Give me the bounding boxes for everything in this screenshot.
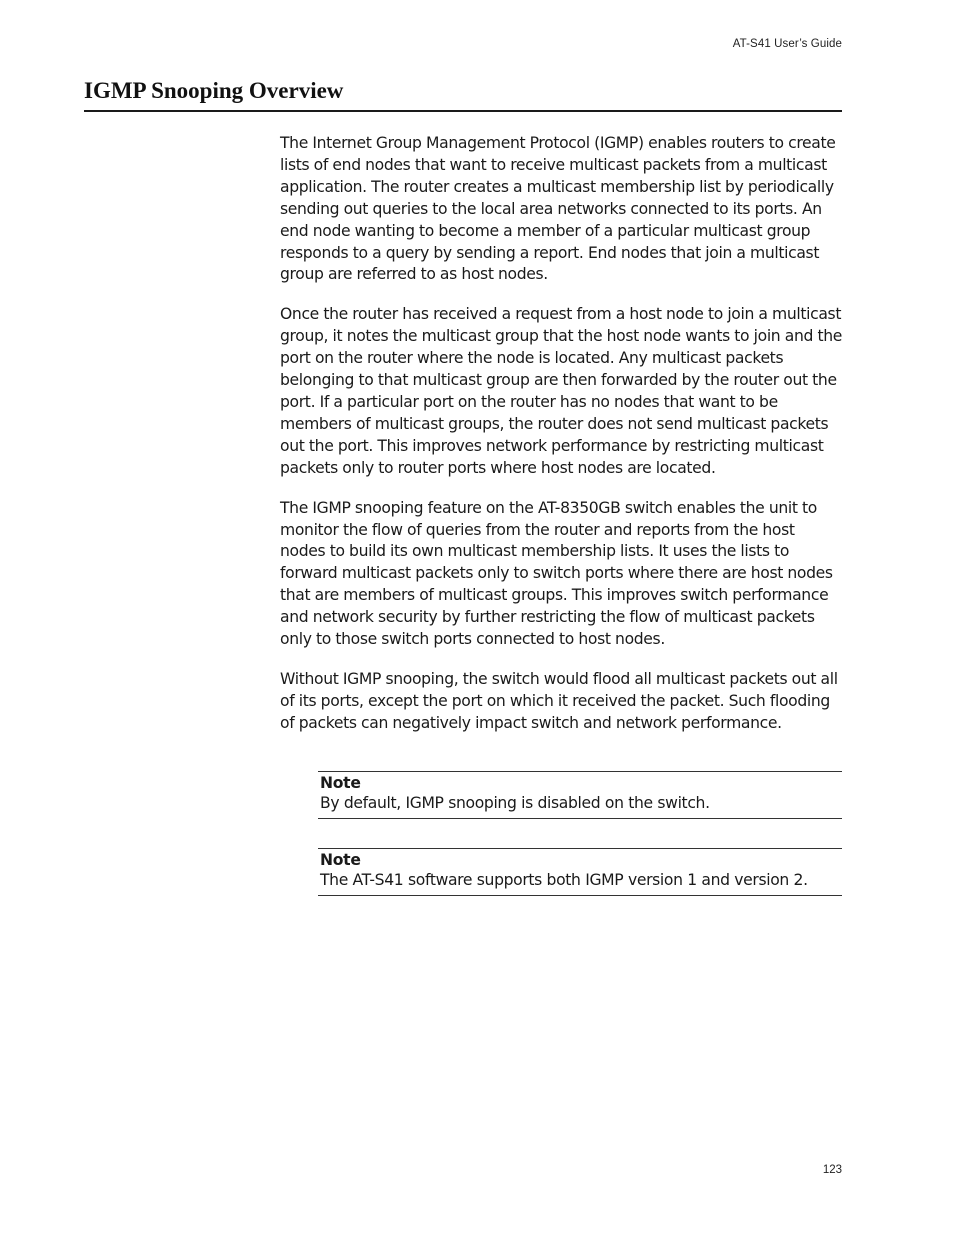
- notes-group: [280, 771, 842, 896]
- paragraph-without-snooping: Without IGMP snooping, the switch would flood all multicast packets out all of its ports, except the port on which it received the packet. Such flooding of packets can negatively impact switch and network performance.: [280, 669, 838, 732]
- note-text: The AT-S41 software supports both IGMP version 1 and version 2.: [320, 870, 808, 889]
- paragraph-snooping-feature: The IGMP snooping feature on the AT-8350GB switch enables the unit to monitor the flow of queries from the router and reports from the host nodes to build its own multicast membership lists. It uses the lists to forward multicast packets only to switch ports where there are host nodes that are members of multicast groups. This improves switch performance and network security by further restricting the flow of multicast packets only to those switch ports connected to host nodes.: [280, 498, 833, 649]
- note-text: By default, IGMP snooping is disabled on the switch.: [320, 793, 710, 812]
- section-title: IGMP Snooping Overview: [84, 76, 842, 112]
- paragraph-igmp-intro: The Internet Group Management Protocol (IGMP) enables routers to create lists of end nodes that want to receive multicast packets from a multicast application. The router creates a multicast membership list by periodically sending out queries to the local area networks connected to its ports. An end node wanting to become a member of a particular multicast group responds to a query by sending a report. End nodes that join a multicast group are referred to as host nodes.: [280, 134, 836, 284]
- paragraph-router-join: Once the router has received a request from a host node to join a multicast group, it notes the multicast group that the host node wants to join and the port on the router where the node is located. Any multicast packets belonging to that multicast group are then forwarded by the router out the port. If a particular port on the router has no nodes that want to be members of multicast groups, the router does not send multicast packets out the port. This improves network performance by restricting multicast packets only to router ports where host nodes are located.: [280, 305, 842, 477]
- note-box: [318, 848, 842, 896]
- note-title: Note: [320, 773, 361, 792]
- running-header: AT-S41 User’s Guide: [732, 38, 842, 50]
- body-column: [280, 133, 842, 896]
- note-title: Note: [320, 850, 361, 869]
- page-number: 123: [822, 1164, 842, 1176]
- note-box: [318, 771, 842, 819]
